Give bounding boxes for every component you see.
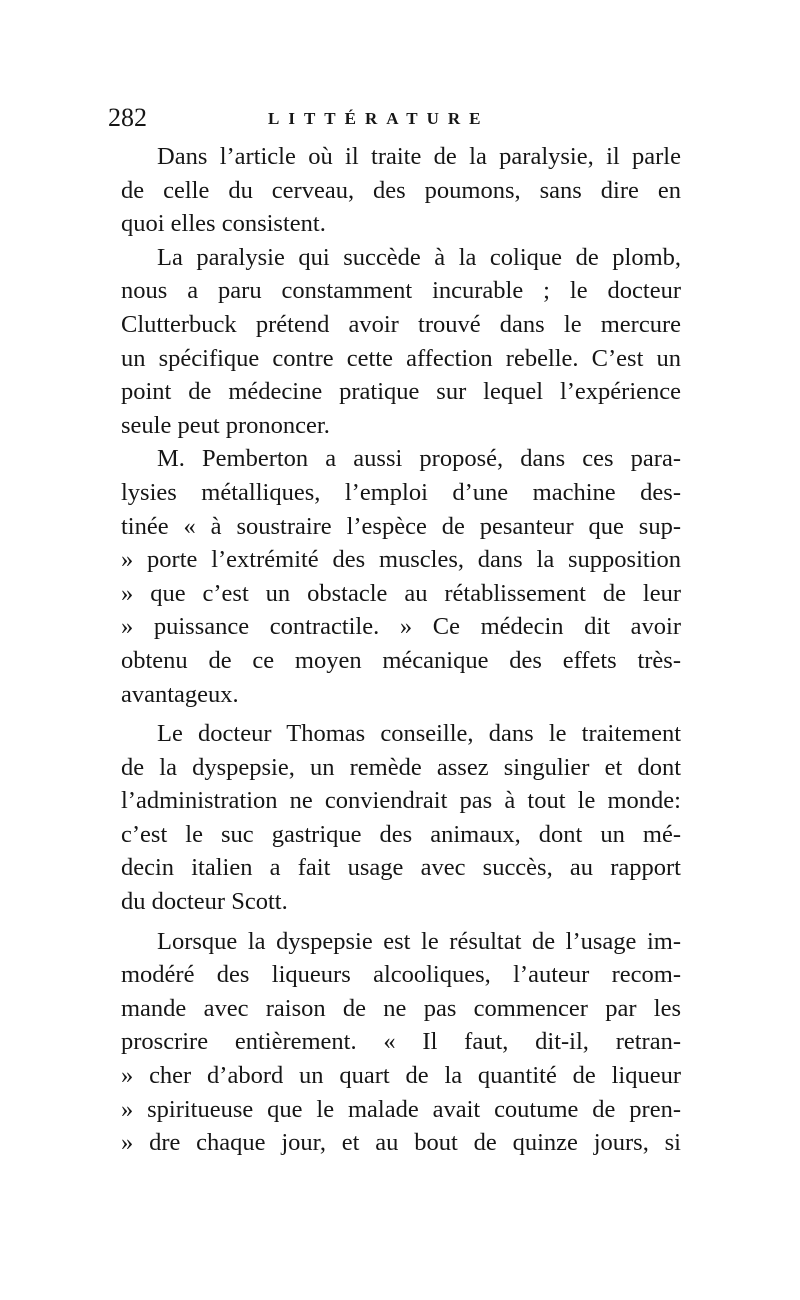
paragraph: [121, 442, 681, 711]
text-line: Le docteur Thomas conseille, dans le traitement: [157, 720, 681, 748]
running-head: [108, 98, 688, 138]
page-number: 282: [108, 103, 147, 132]
paragraph: [121, 140, 681, 241]
text-line: mande avec raison de ne pas commencer par les: [121, 994, 681, 1022]
text-line: » dre chaque jour, et au bout de quinze jours, si: [121, 1129, 681, 1157]
text-line: La paralysie qui succède à la colique de plomb,: [157, 243, 681, 271]
text-line: avantageux.: [121, 680, 239, 708]
text-line: Dans l’article où il traite de la paralysie, il parle: [157, 143, 681, 170]
text-line: seule peut prononcer.: [121, 411, 330, 439]
paragraph: [121, 717, 681, 919]
text-line: » cher d’abord un quart de la quantité de liqueur: [121, 1062, 681, 1090]
running-title: LITTÉRATURE: [268, 109, 490, 128]
text-line: nous a paru constamment incurable ; le docteur: [121, 277, 681, 305]
text-line: proscrire entièrement. « Il faut, dit-il, retran-: [121, 1028, 681, 1056]
text-line: modéré des liqueurs alcooliques, l’auteur recom-: [121, 961, 681, 989]
text-line: » spiritueuse que le malade avait coutume de pren-: [121, 1095, 681, 1123]
text-line: » puissance contractile. » Ce médecin dit avoir: [121, 613, 681, 641]
text-line: du docteur Scott.: [121, 888, 288, 916]
text-line: lysies métalliques, l’emploi d’une machine des-: [121, 478, 681, 506]
text-line: point de médecine pratique sur lequel l’expérience: [121, 378, 681, 406]
text-line: tinée « à soustraire l’espèce de pesanteur que sup-: [121, 512, 681, 540]
paragraph: [121, 241, 681, 443]
body-text: [121, 140, 681, 1160]
text-line: quoi elles consistent.: [121, 210, 326, 238]
text-line: decin italien a fait usage avec succès, au rapport: [121, 854, 681, 882]
text-line: M. Pemberton a aussi proposé, dans ces para-: [157, 445, 681, 473]
text-line: Clutterbuck prétend avoir trouvé dans le mercure: [121, 310, 681, 338]
text-line: obtenu de ce moyen mécanique des effets très-: [121, 646, 681, 674]
text-line: un spécifique contre cette affection rebelle. C’est un: [121, 344, 681, 372]
text-line: » que c’est un obstacle au rétablissement de leur: [121, 579, 681, 607]
text-line: de la dyspepsie, un remède assez singulier et dont: [121, 753, 681, 781]
text-line: » porte l’extrémité des muscles, dans la supposition: [121, 546, 681, 574]
text-line: Lorsque la dyspepsie est le résultat de l’usage im-: [157, 927, 681, 955]
text-line: l’administration ne conviendrait pas à tout le monde:: [121, 787, 681, 815]
text-line: de celle du cerveau, des poumons, sans dire en: [121, 176, 681, 204]
text-line: c’est le suc gastrique des animaux, dont un mé-: [121, 820, 681, 848]
paragraph: [121, 925, 681, 1160]
